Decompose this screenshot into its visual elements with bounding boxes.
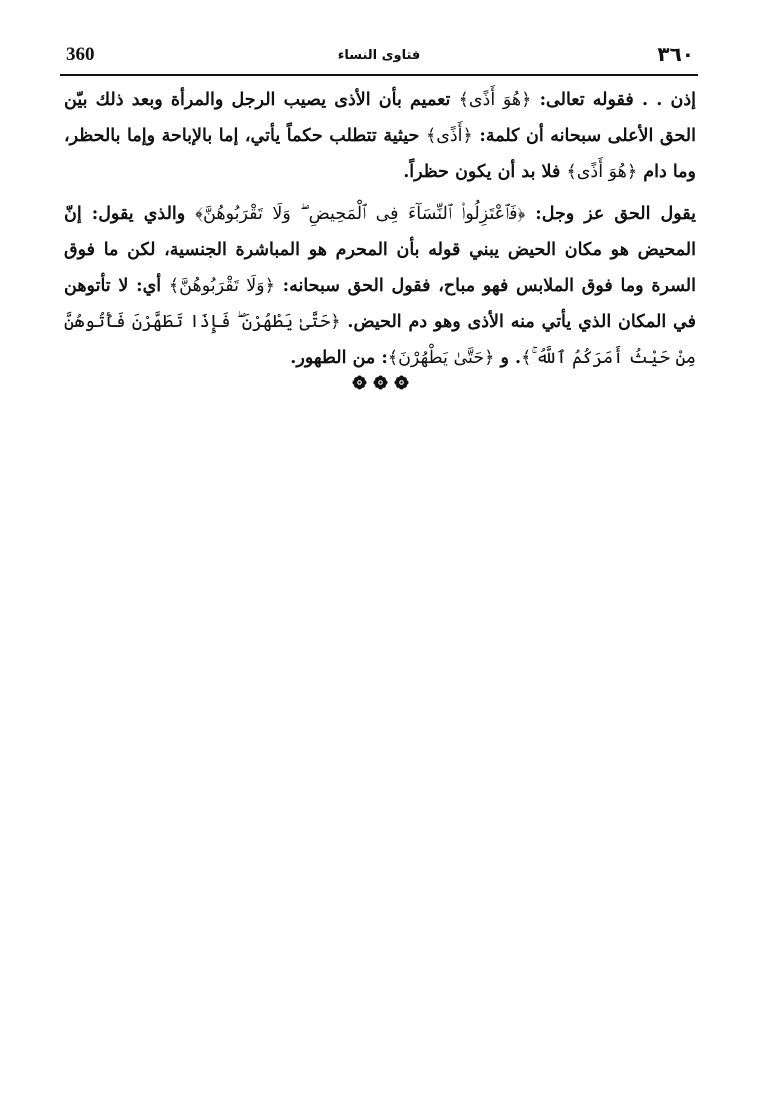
quran-verse: ﴿حَتَّىٰ يَطْهُرْنَ﴾	[387, 348, 495, 368]
text-segment: والذي يقول: إنّ المحيض هو مكان الحيض يبني قوله بأن المحرم هو المباشرة الجنسية، لكن ما فوق السرة وما فوق الملابس فهو مباح، فقول الحق سبحانه:	[64, 204, 696, 296]
quran-verse: ﴿هُوَ أَذًى﴾	[566, 162, 638, 182]
quran-verse: ﴿فَٱعْتَزِلُوا۟ ٱلنِّسَآءَ فِى ٱلْمَحِيضِ ۖ وَلَا تَقْرَبُوهُنَّ﴾	[195, 204, 526, 224]
header-divider	[60, 74, 698, 76]
text-segment: فلا بد أن يكون حظراً.	[403, 162, 567, 182]
paragraph	[64, 82, 696, 190]
text-segment: حيثية تتطلب حكماً يأتي، إما بالإباحة وإما بالحظر، وما دام	[64, 126, 696, 182]
text-segment: . و	[494, 348, 522, 368]
text-segment: تعميم بأن الأذى يصيب الرجل والمرأة وبعد ذلك بيّن الحق الأعلى سبحانه أن كلمة:	[64, 90, 696, 146]
section-end-ornaments	[0, 372, 760, 391]
page-header	[60, 40, 698, 70]
page-number-arabic: ٣٦٠	[657, 42, 694, 66]
quran-verse: ﴿أَذًى﴾	[425, 126, 473, 146]
running-title: فتاوى النساء	[337, 48, 421, 63]
quran-verse: ﴿حَتَّىٰ يَطْهُرْنَ ۖ فَإِذَا تَطَهَّرْنَ فَأْتُوهُنَّ مِنْ حَيْثُ أَمَرَكُمُ ٱللَّهُ ۚ﴾	[64, 312, 696, 368]
page-number-latin: 360	[66, 44, 95, 65]
flower-ornament-icon	[352, 375, 367, 390]
flower-ornament-icon	[394, 375, 409, 390]
text-segment: : من الطهور.	[290, 348, 388, 368]
text-segment: أي: لا تأتوهن في المكان الذي يأتي منه الأذى وهو دم الحيض.	[64, 276, 696, 332]
quran-verse: ﴿وَلَا تَقْرَبُوهُنَّ﴾	[168, 276, 275, 296]
body-text	[64, 82, 696, 376]
text-segment: يقول الحق عز وجل:	[525, 204, 696, 224]
text-segment: إذن . . فقوله تعالى:	[531, 90, 696, 110]
flower-ornament-icon	[373, 375, 388, 390]
quran-verse: ﴿هُوَ أَذًى﴾	[458, 90, 532, 110]
paragraph	[64, 196, 696, 376]
